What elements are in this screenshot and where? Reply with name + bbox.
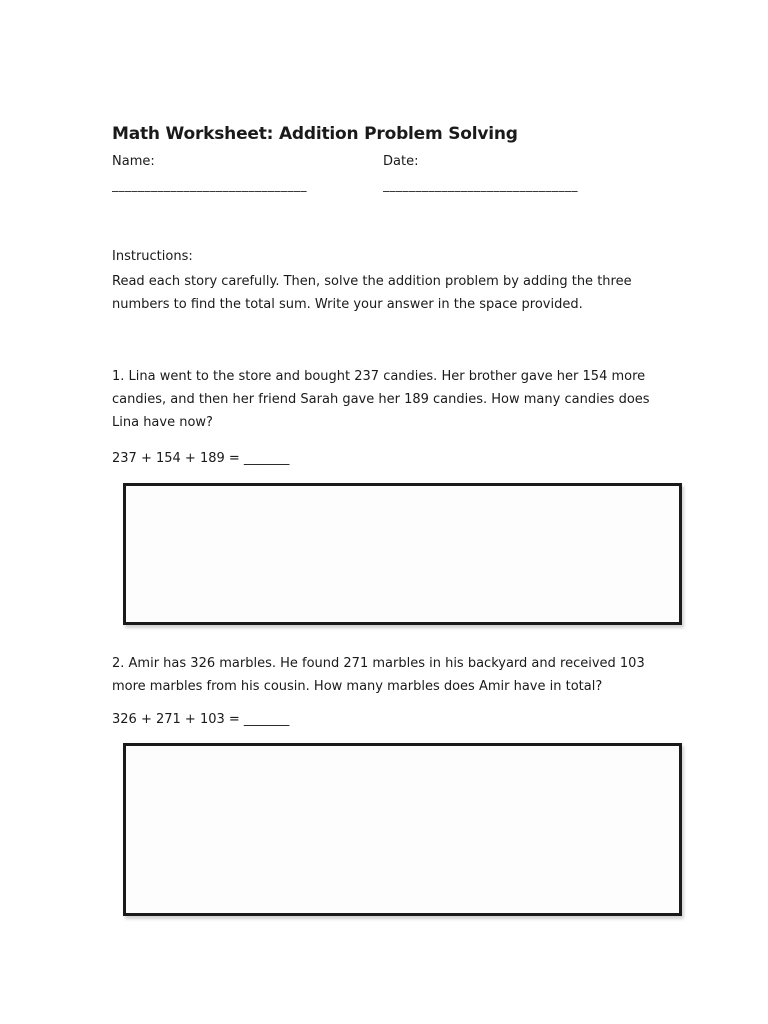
name-line[interactable]: ______________________________	[112, 178, 307, 192]
problem-1-equation: 237 + 154 + 189 = _______	[112, 451, 290, 466]
instructions-text: Read each story carefully. Then, solve the addition problem by adding the three numbers to find the total sum. Write your answer in the space provided.	[112, 274, 632, 312]
problem-2-text: 2. Amir has 326 marbles. He found 271 marbles in his backyard and received 103 more marbles from his cousin. How many marbles does Amir have in total?	[112, 656, 645, 694]
problem-2-equation: 326 + 271 + 103 = _______	[112, 712, 290, 727]
problem-1-text: 1. Lina went to the store and bought 237 candies. Her brother gave her 154 more candies, and then her friend Sarah gave her 189 candies. How many candies does Lina have now?	[112, 369, 650, 430]
date-label: Date:	[383, 154, 419, 169]
date-line[interactable]: ______________________________	[383, 178, 578, 192]
problem-1-answer-box[interactable]	[123, 483, 682, 625]
instructions-heading: Instructions:	[112, 249, 193, 264]
name-label: Name:	[112, 154, 155, 169]
problem-2-answer-box[interactable]	[123, 743, 682, 916]
worksheet-title: Math Worksheet: Addition Problem Solving	[112, 124, 518, 144]
